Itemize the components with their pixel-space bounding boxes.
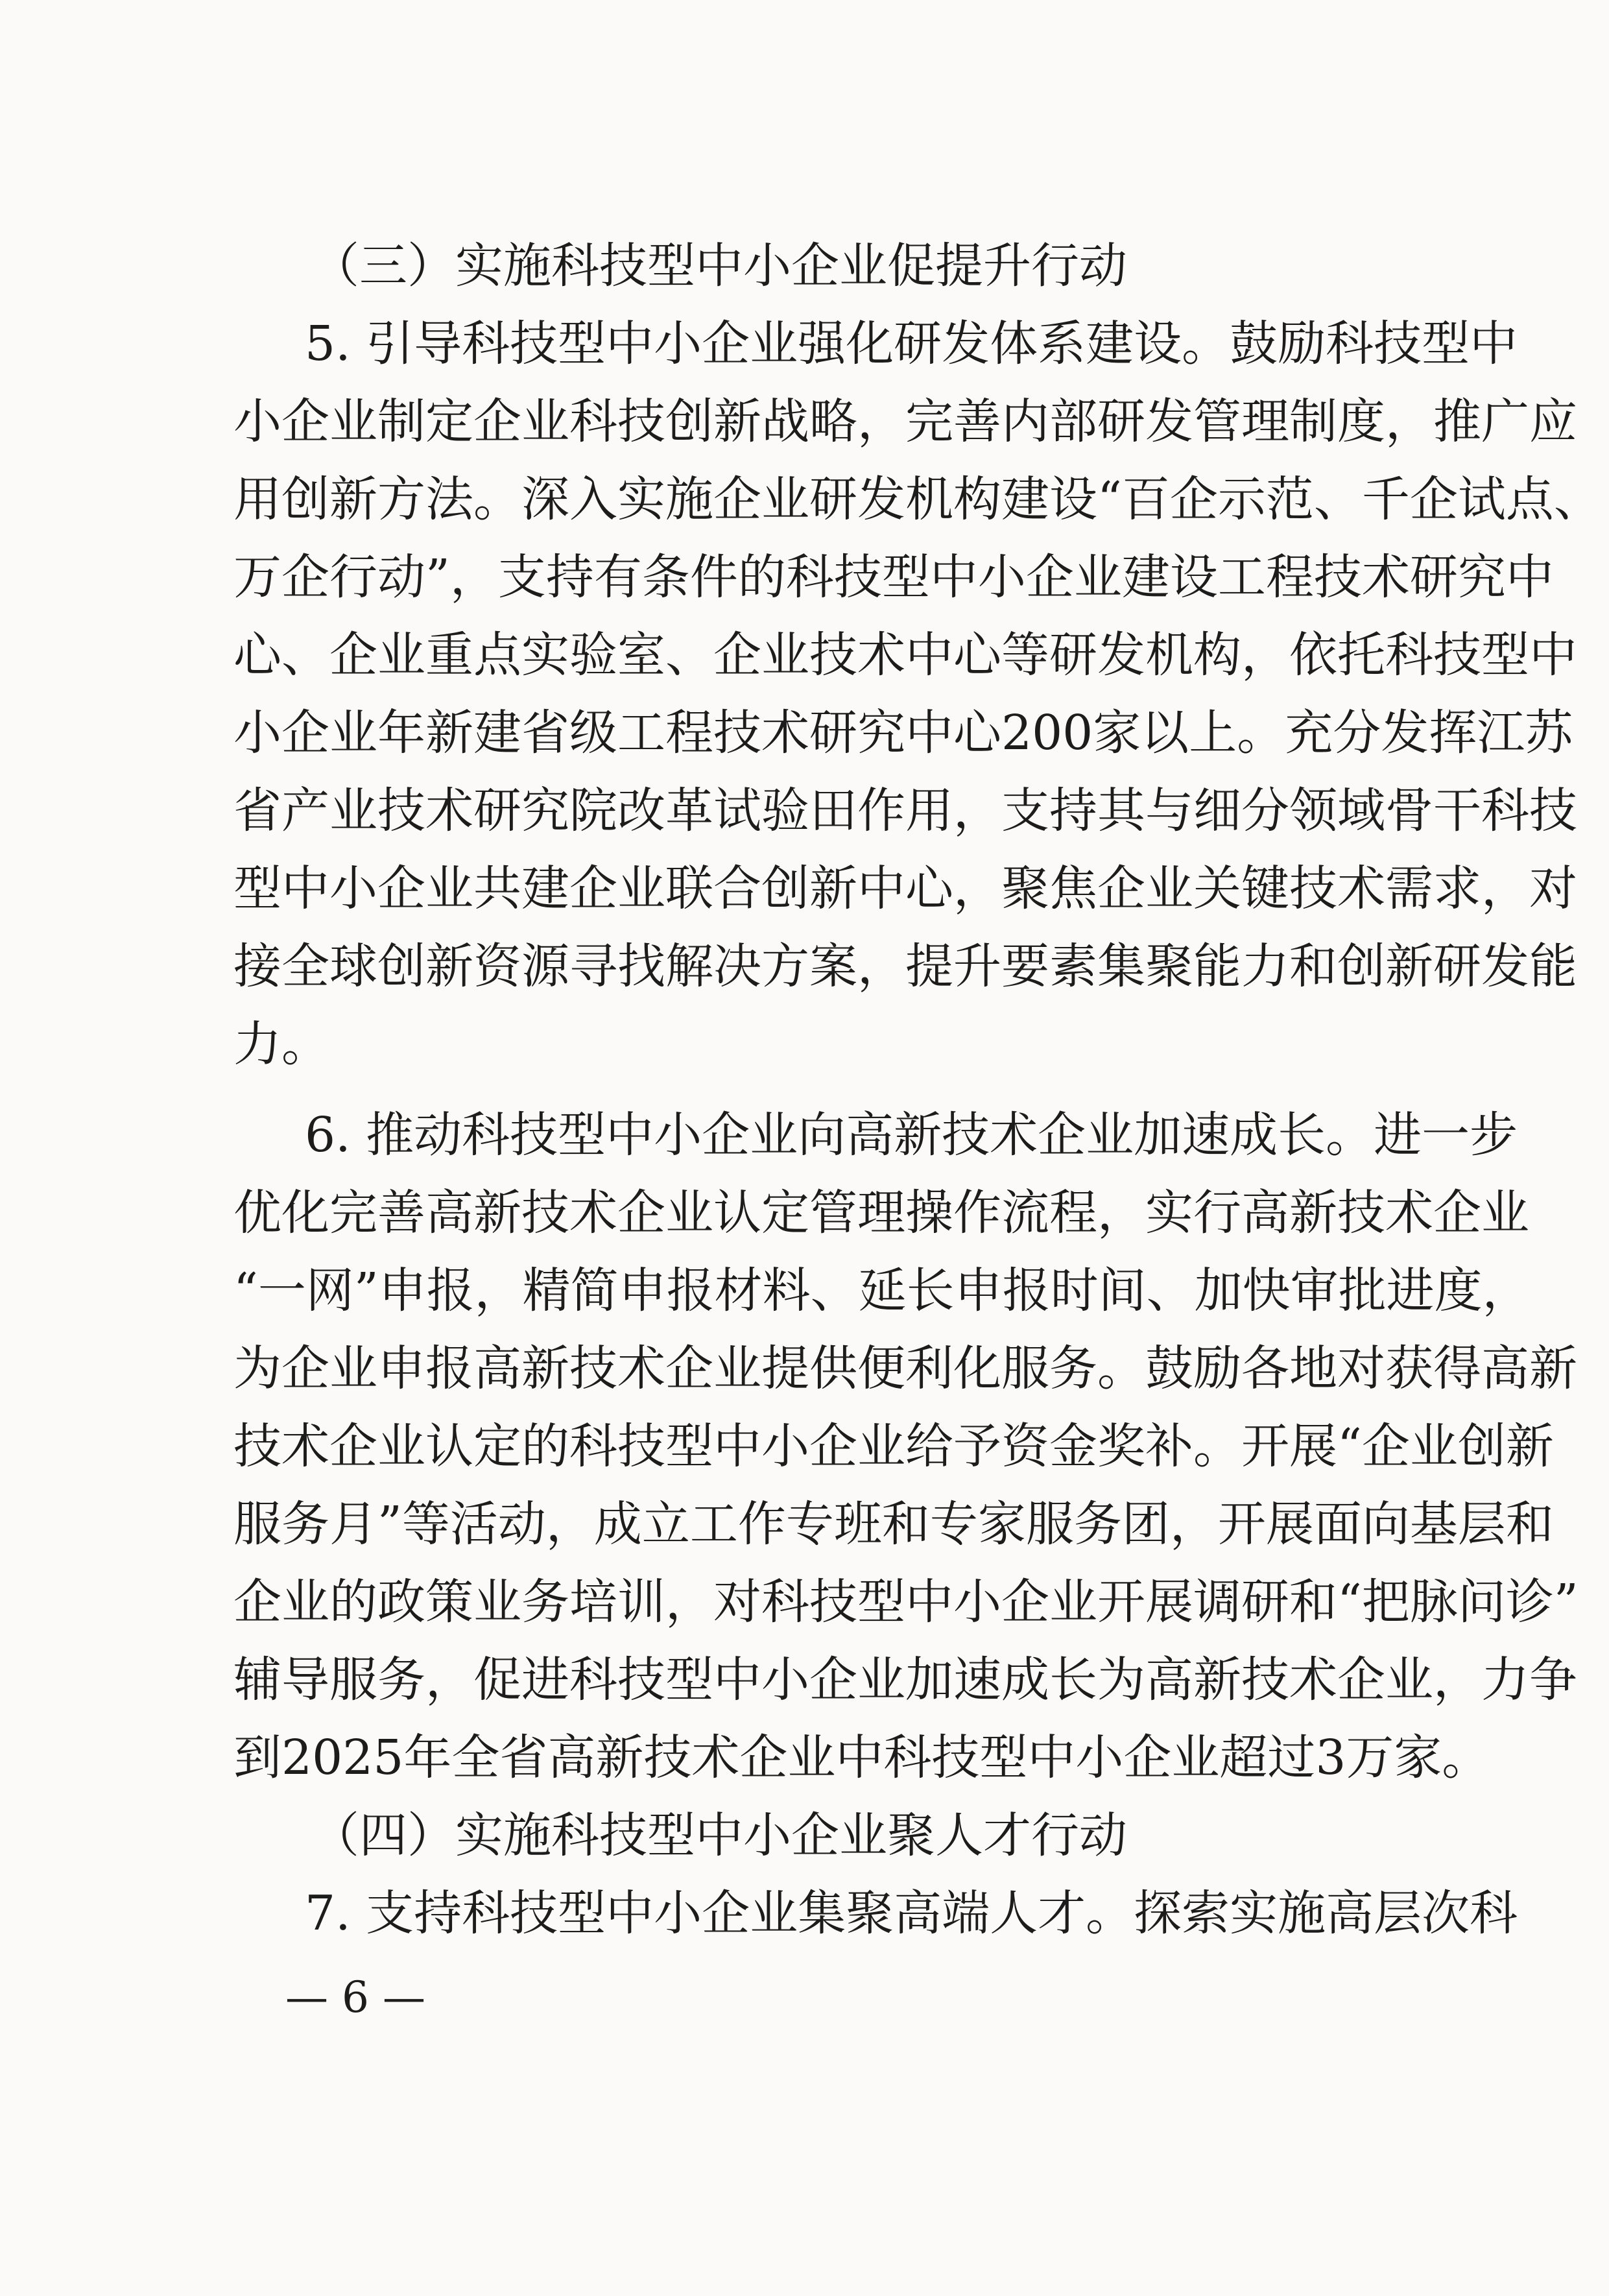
paragraph-5-line-2: 小企业制定企业科技创新战略，完善内部研发管理制度，推广应: [233, 394, 1577, 449]
paragraph-5-line-5: 心、企业重点实验室、企业技术中心等研发机构，依托科技型中: [233, 627, 1577, 683]
paragraph-5-line-4: 万企行动”，支持有条件的科技型中小企业建设工程技术研究中: [233, 549, 1554, 605]
paragraph-5-line-6: 小企业年新建省级工程技术研究中心200家以上。充分发挥江苏: [233, 705, 1573, 761]
paragraph-6-line-2: 优化完善高新技术企业认定管理操作流程，实行高新技术企业: [233, 1185, 1529, 1241]
paragraph-6-line-4: 为企业申报高新技术企业提供便利化服务。鼓励各地对获得高新: [233, 1341, 1577, 1396]
page-number: — 6 —: [285, 1972, 425, 2022]
paragraph-5-line-8: 型中小企业共建企业联合创新中心，聚焦企业关键技术需求，对: [233, 861, 1577, 916]
paragraph-6-line-6: 服务月”等活动，成立工作专班和专家服务团，开展面向基层和: [233, 1496, 1554, 1552]
paragraph-6-line-3: “一网”申报，精简申报材料、延长申报时间、加快审批进度，: [233, 1263, 1531, 1319]
paragraph-6-line-8: 辅导服务，促进科技型中小企业加速成长为高新技术企业，力争: [233, 1652, 1577, 1708]
paragraph-6-line-1: 6. 推动科技型中小企业向高新技术企业加速成长。进一步: [305, 1107, 1518, 1163]
paragraph-6-line-7: 企业的政策业务培训，对科技型中小企业开展调研和“把脉问诊”: [233, 1574, 1579, 1630]
section-heading-4: （四）实施科技型中小企业聚人才行动: [311, 1808, 1127, 1863]
paragraph-5-line-3: 用创新方法。深入实施企业研发机构建设“百企示范、千企试点、: [233, 472, 1602, 527]
section-heading-3: （三）实施科技型中小企业促提升行动: [311, 238, 1127, 294]
paragraph-7-line-1: 7. 支持科技型中小企业集聚高端人才。探索实施高层次科: [305, 1885, 1518, 1941]
paragraph-5-line-1: 5. 引导科技型中小企业强化研发体系建设。鼓励科技型中: [305, 316, 1518, 372]
paragraph-5-line-9: 接全球创新资源寻找解决方案，提升要素集聚能力和创新研发能: [233, 939, 1577, 994]
paragraph-5-line-10: 力。: [233, 1016, 329, 1072]
paragraph-5-line-7: 省产业技术研究院改革试验田作用，支持其与细分领域骨干科技: [233, 783, 1577, 839]
paragraph-6-line-9: 到2025年全省高新技术企业中科技型中小企业超过3万家。: [233, 1730, 1490, 1786]
paragraph-6-line-5: 技术企业认定的科技型中小企业给予资金奖补。开展“企业创新: [233, 1418, 1554, 1474]
